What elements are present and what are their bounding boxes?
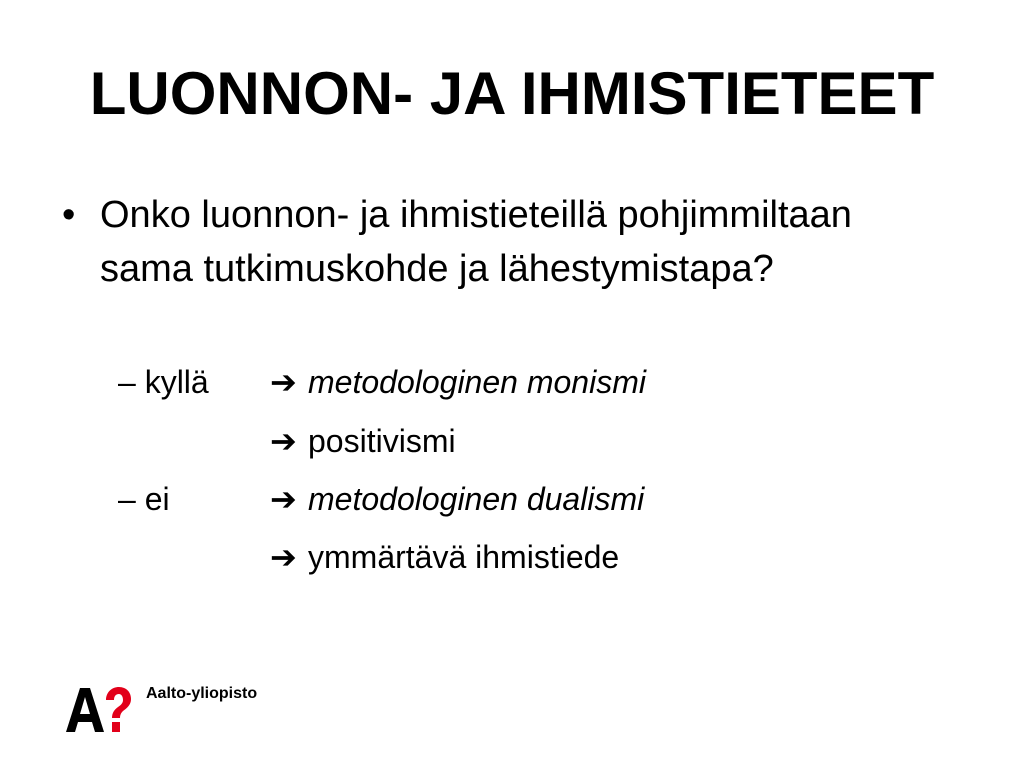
- sub-item-result: [270, 362, 646, 402]
- arrow-right-icon: ➔: [270, 539, 297, 575]
- sub-item-result-text: positivismi: [308, 423, 456, 459]
- aalto-logo-icon: [64, 684, 132, 734]
- sub-item-label: – kyllä: [118, 364, 209, 400]
- sub-item-result: [270, 479, 644, 519]
- bullet-text: Onko luonnon- ja ihmistieteillä pohjimmiltaan sama tutkimuskohde ja lähestymistapa?: [100, 194, 852, 290]
- logo-name: Aalto-yliopisto: [146, 685, 258, 702]
- sub-item-result: [270, 421, 456, 461]
- aalto-logo: [64, 684, 264, 734]
- sub-item-result-text: metodologinen dualismi: [308, 481, 645, 517]
- sub-item-result-text: metodologinen monismi: [308, 364, 646, 400]
- arrow-right-icon: ➔: [270, 364, 297, 400]
- slide-title: LUONNON- JA IHMISTIETEET: [89, 60, 935, 127]
- sub-item-result-text: ymmärtävä ihmistiede: [308, 539, 620, 575]
- bullet-marker: •: [62, 194, 76, 236]
- sub-item-label: – ei: [118, 481, 170, 517]
- arrow-right-icon: ➔: [270, 423, 297, 459]
- sub-item-result: [270, 537, 619, 577]
- arrow-right-icon: ➔: [270, 481, 297, 517]
